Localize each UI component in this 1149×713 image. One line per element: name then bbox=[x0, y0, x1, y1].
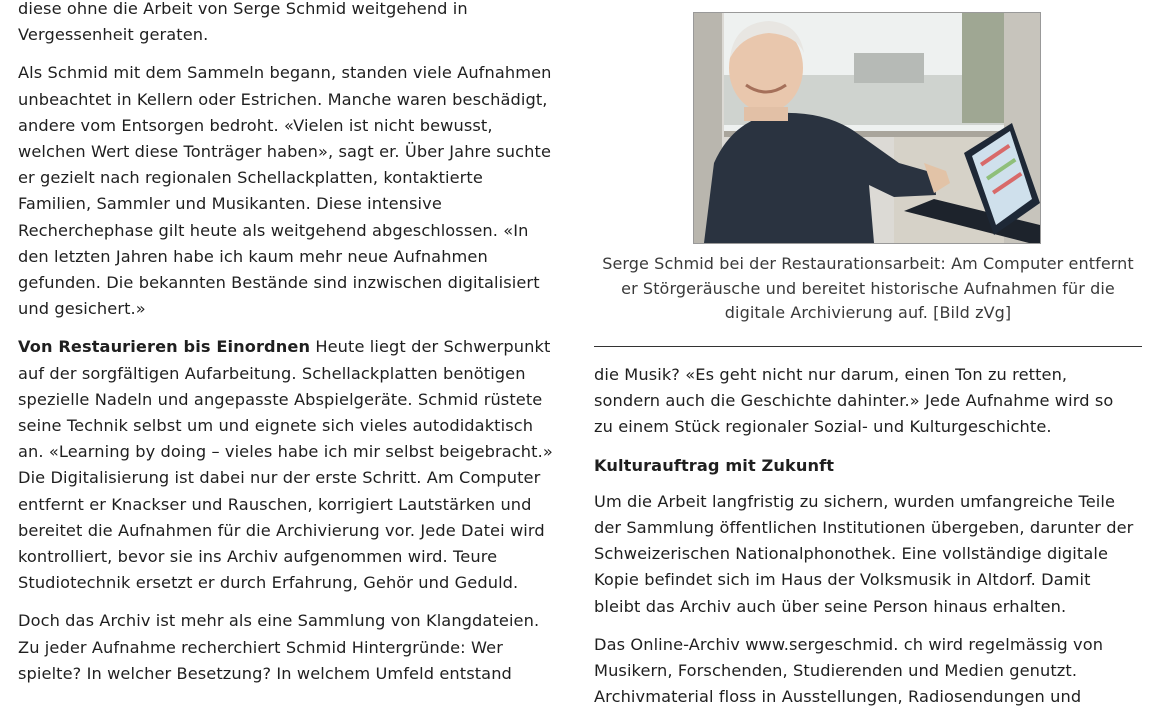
paragraph-intro-end: diese ohne die Arbeit von Serge Schmid weitgehend in Vergessenheit geraten. bbox=[18, 0, 468, 45]
paragraph-institutions: Um die Arbeit langfristig zu sichern, wurden umfangreiche Teile der Sammlung öffentlichen Institutionen übergeben, darunter der Schweizerischen Nationalphonothek. Eine vollständige digitale Kopie befindet sich im Haus der Volksmusik in Altdorf. Damit bleibt das Archiv auch über seine Person hinaus erhalten. bbox=[594, 491, 1134, 616]
right-column bbox=[594, 362, 1134, 713]
paragraph-archive: Doch das Archiv ist mehr als eine Sammlung von Klangdateien. Zu jeder Aufnahme recherchiert Schmid Hintergründe: Wer spielte? In welcher Besetzung? In welchem Umfeld entstand bbox=[18, 611, 540, 683]
paragraph-music-question: die Musik? «Es geht nicht nur darum, einen Ton zu retten, sondern auch die Geschichte dahinter.» Jede Aufnahme wird so zu einem Stück regionaler Sozial- und Kulturgeschichte. bbox=[594, 365, 1114, 437]
caption-divider bbox=[594, 346, 1142, 347]
paragraph-restoring bbox=[18, 334, 558, 596]
paragraph-restoring-body: Heute liegt der Schwerpunkt auf der sorgfältigen Aufarbeitung. Schellackplatten benötigen spezielle Nadeln und angepasste Abspielgeräte. Schmid rüstete seine Technik selbst um und eignete sich vieles autodidaktisch an. «Learning by doing – vieles habe ich mir selbst beigebracht.» Die Digitalisierung ist dabei nur der erste Schritt. Am Computer entfernt er Knackser und Rauschen, korrigiert Lautstärken und bereitet die Aufnahmen für die Archivierung vor. Jede Datei wird kontrolliert, bevor sie ins Archiv aufgenommen wird. Teure Studiotechnik ersetzt er durch Erfahrung, Gehör und Geduld. bbox=[18, 337, 553, 593]
section-lead-in: Von Restaurieren bis Einordnen bbox=[18, 337, 311, 357]
paragraph-collecting: Als Schmid mit dem Sammeln begann, standen viele Aufnahmen unbeachtet in Kellern oder Estrichen. Manche waren beschädigt, andere vom Entsorgen bedroht. «Vielen ist nicht bewusst, welchen Wert diese Tonträger haben», sagt er. Über Jahre suchte er gezielt nach regionalen Schellackplatten, kontaktierte Familien, Sammler und Musikanten. Diese intensive Recherchephase gilt heute als weitgehend abgeschlossen. «In den letzten Jahren habe ich kaum mehr neue Aufnahmen gefunden. Die bekannten Bestände sind inzwischen digitalisiert und gesichert.» bbox=[18, 63, 552, 319]
paragraph-online-archive: Das Online-Archiv www.sergeschmid. ch wird regelmässig von Musikern, Forschenden, Studierenden und Medien genutzt. Archivmaterial floss in Ausstellungen, Radiosendungen und bbox=[594, 634, 1104, 707]
left-column bbox=[18, 0, 558, 699]
photo-caption: Serge Schmid bei der Restaurationsarbeit: Am Computer entfernt er Störgeräusche und bereitet historische Aufnahmen für die digitale Archivierung auf. [Bild zVg] bbox=[602, 254, 1134, 322]
article-photo bbox=[693, 12, 1041, 244]
section-heading: Kulturauftrag mit Zukunft bbox=[594, 455, 835, 475]
